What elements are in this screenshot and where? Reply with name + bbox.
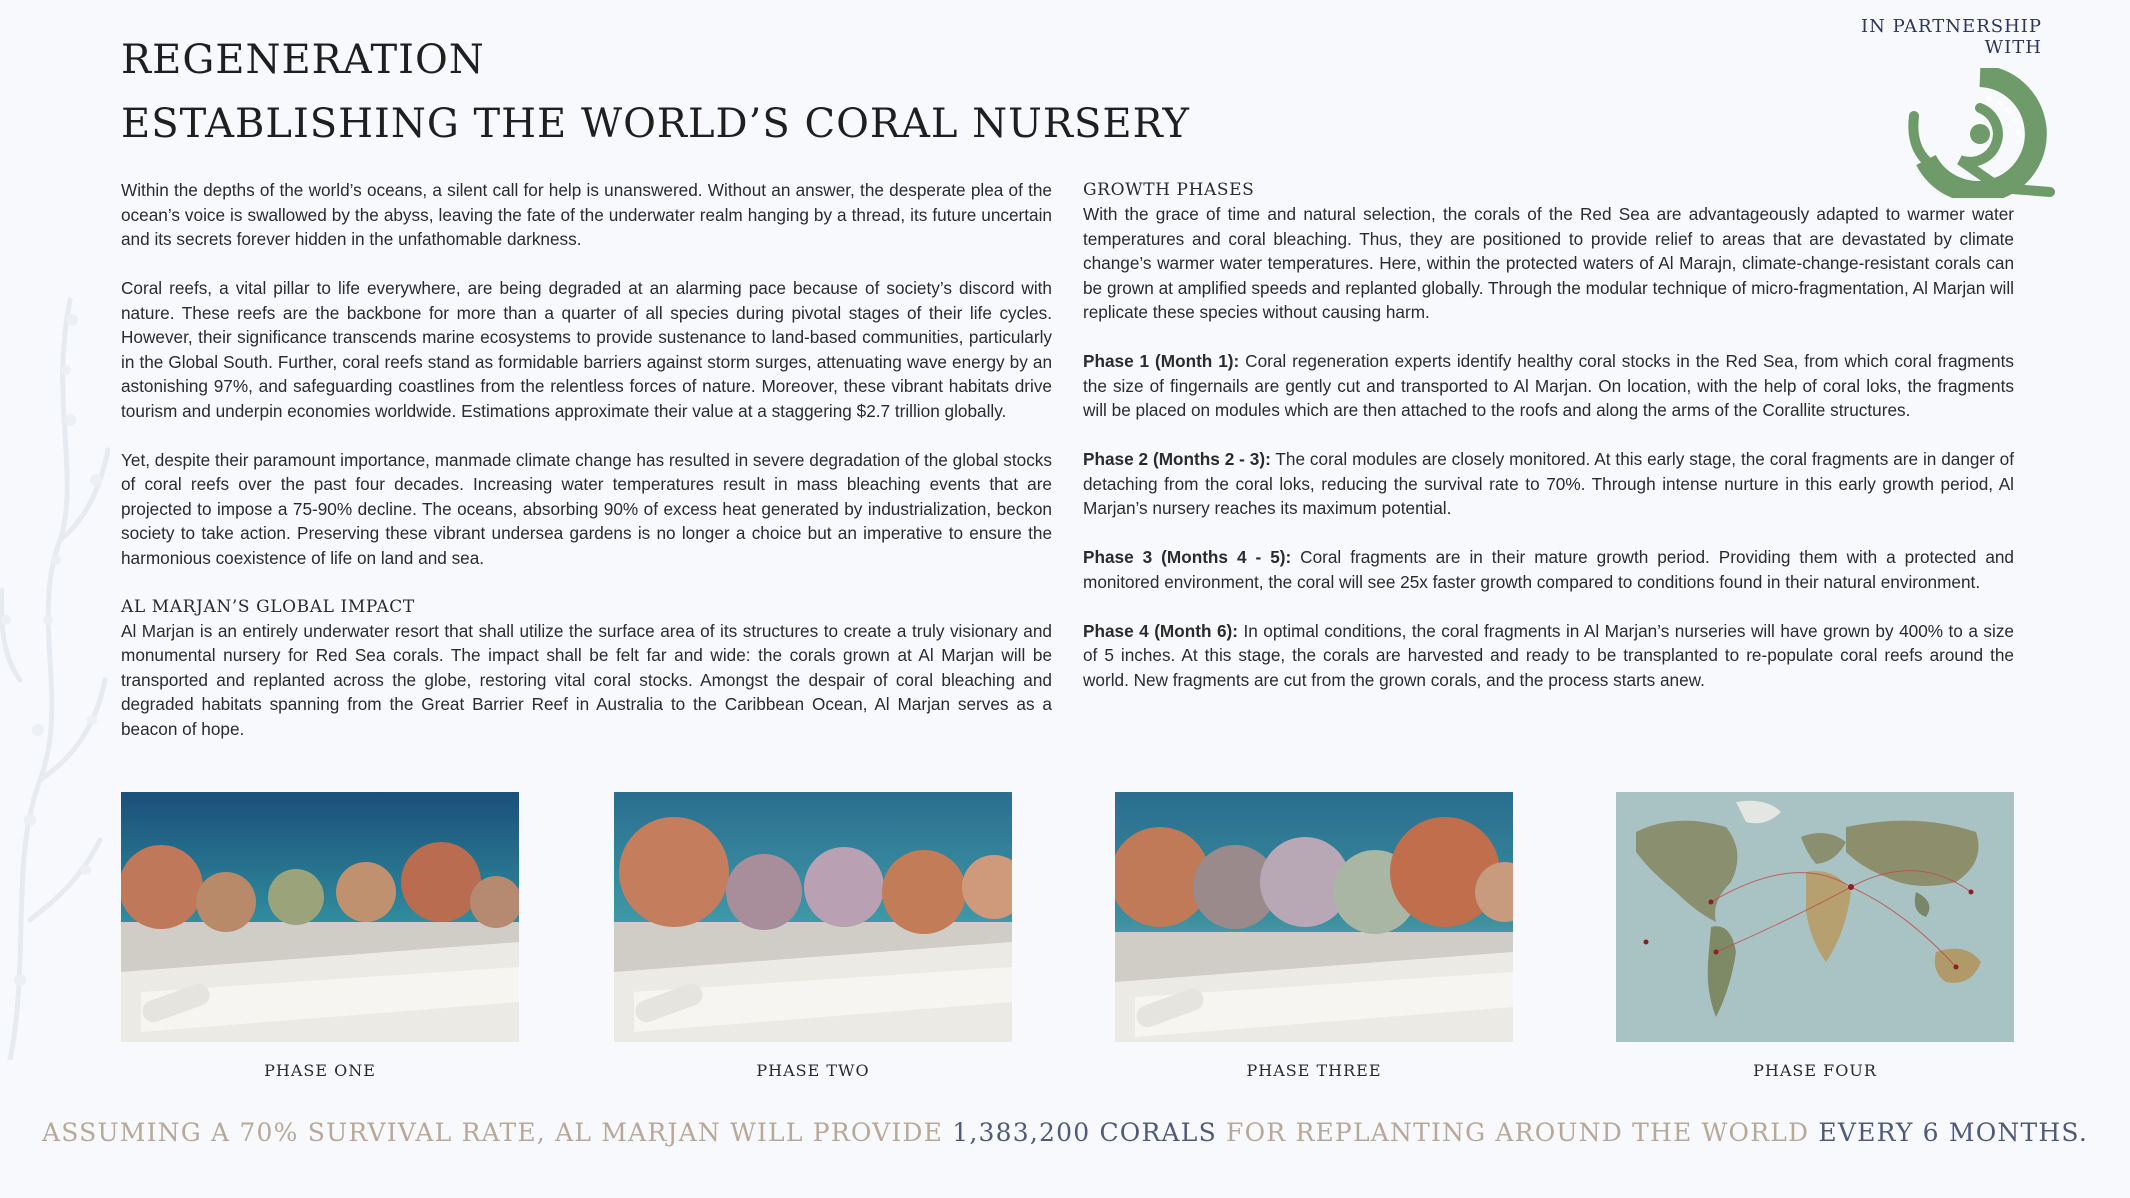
summary-part-4: FOR REPLANTING AROUND THE WORLD [1226, 1118, 1819, 1147]
page-title: REGENERATION [121, 37, 485, 83]
growth-phases-heading: GROWTH PHASES [1083, 180, 1255, 200]
phase-one-caption: PHASE ONE [264, 1061, 376, 1080]
right-column [1083, 178, 2014, 717]
phase-1-label: Phase 1 (Month 1): [1083, 351, 1240, 371]
summary-part-5: EVERY 6 MONTHS. [1818, 1118, 2088, 1147]
summary-part-1: ASSUMING A 70% SURVIVAL RATE, [42, 1118, 556, 1147]
phase-3-label: Phase 3 (Months 4 - 5): [1083, 547, 1292, 567]
phase-two-render-image [614, 792, 1012, 1042]
intro-paragraph-3: Yet, despite their paramount importance, manmade climate change has resulted in severe degradation of the global stocks of coral reefs over the past four decades. Increasing water temperatures result in mass bleaching events that are projected to impose a 75-90% decline. The oceans, absorbing 90% of excess heat generated by industrialization, beckon society to take action. Preserving these vibrant undersea gardens is no longer a choice but an imperative to ensure the harmonious coexistence of life on land and sea. [121, 449, 1052, 568]
phase-four-caption: PHASE FOUR [1753, 1061, 1877, 1080]
photo-card-phase-four [1616, 792, 2014, 1080]
phase-photos [121, 792, 2014, 1082]
phase-4-paragraph [1083, 619, 2014, 693]
summary-statement [0, 1118, 2130, 1147]
photo-card-phase-two [614, 792, 1012, 1080]
phase-2-paragraph [1083, 447, 2014, 521]
world-map-image [1616, 792, 2014, 1042]
photo-card-phase-three [1115, 792, 1513, 1080]
phase-2-label: Phase 2 (Months 2 - 3): [1083, 449, 1271, 469]
partner-block [1810, 16, 2050, 203]
left-column [121, 178, 1052, 741]
phase-one-render-image [121, 792, 519, 1042]
phase-two-caption: PHASE TWO [756, 1061, 870, 1080]
page-subtitle: ESTABLISHING THE WORLD’S CORAL NURSERY [121, 101, 1190, 147]
coral-decoration-icon [0, 260, 110, 1060]
phase-3-paragraph [1083, 545, 2014, 594]
intro-paragraph-1: Within the depths of the world’s oceans, a silent call for help is unanswered. Without an answer, the desperate plea of the ocean’s voice is swallowed by the abyss, leaving the fate of the underwater realm hanging by a thread, its future uncertain and its secrets forever hidden in the unfathomable darkness. [121, 180, 1052, 249]
phase-4-label: Phase 4 (Month 6): [1083, 620, 1238, 641]
phase-three-render-image [1115, 792, 1513, 1042]
photo-card-phase-one [121, 792, 519, 1080]
summary-part-2: AL MARJAN WILL PROVIDE [555, 1118, 953, 1147]
impact-paragraph: Al Marjan is an entirely underwater resort that shall utilize the surface area of its structures to create a truly visionary and monumental nursery for Red Sea corals. The impact shall be felt far and wide: the corals grown at Al Marjan will be transported and replanted across the globe, restoring vital coral stocks. Amongst the despair of coral bleaching and degraded habitats spanning from the Great Barrier Reef in Australia to the Caribbean Ocean, Al Marjan serves as a beacon of hope. [121, 620, 1052, 739]
phase-2-text: The coral modules are closely monitored. At this early stage, the coral fragments are in danger of detaching from the coral loks, reducing the survival rate to 70%. Through intense nurture in this early growth period, Al Marjan’s nursery reaches its maximum potential. [1083, 449, 2014, 518]
phase-three-caption: PHASE THREE [1246, 1061, 1382, 1080]
page-title-block [121, 28, 1190, 156]
growth-intro-paragraph: With the grace of time and natural selection, the corals of the Red Sea are advantageously adapted to warmer water temperatures and coral bleaching. Thus, they are positioned to provide relief to areas that are devastated by climate change’s warmer water temperatures. Here, within the protected waters of Al Marajn, climate-change-resistant corals can be grown at amplified speeds and replanted globally. Through the modular technique of micro-fragmentation, Al Marjan will replicate these species without causing harm. [1083, 204, 2014, 322]
partner-label: IN PARTNERSHIP WITH [1861, 16, 2042, 58]
intro-paragraph-2: Coral reefs, a vital pillar to life everywhere, are being degraded at an alarming pace because of society’s discord with nature. These reefs are the backbone for more than a quarter of all species during pivotal stages of their life cycles. However, their significance transcends marine ecosystems to provide sustenance to land-based communities, particularly in the Global South. Further, coral reefs stand as formidable barriers against storm surges, attenuating wave energy by an astonishing 97%, and safeguarding coastlines from the relentless forces of nature. Moreover, these vibrant habitats drive tourism and underpin economies worldwide. Estimations approximate their value at a staggering $2.7 trillion globally. [121, 278, 1052, 421]
phase-4-text: In optimal conditions, the coral fragments in Al Marjan’s nurseries will have grown by 400% to a size of 5 inches. At this stage, the corals are harvested and ready to be transplanted to re-populate coral reefs around the world. New fragments are cut from the grown corals, and the process starts anew. [1083, 620, 2014, 690]
impact-heading: AL MARJAN’S GLOBAL IMPACT [121, 596, 415, 617]
summary-coral-count: 1,383,200 CORALS [952, 1118, 1227, 1147]
phase-1-paragraph [1083, 349, 2014, 423]
phase-1-text: Coral regeneration experts identify healthy coral stocks in the Red Sea, from which coral fragments the size of fingernails are gently cut and transported to Al Marjan. On location, with the help of coral loks, the fragments will be placed on modules which are then attached to the roofs and along the arms of the Corallite structures. [1083, 351, 2014, 420]
phase-3-text: Coral fragments are in their mature growth period. Providing them with a protected and monitored environment, the coral will see 25x faster growth compared to conditions found in their natural environment. [1083, 547, 2014, 592]
